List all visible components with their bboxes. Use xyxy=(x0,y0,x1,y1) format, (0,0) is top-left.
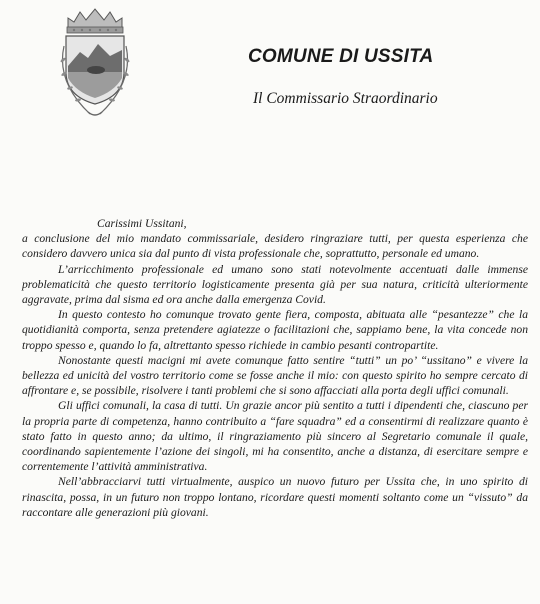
paragraph: Gli uffici comunali, la casa di tutti. Un grazie ancor più sentito a tutti i dipendenti che, ciascuno per la propria parte di competenza, hanno contribuito a “fare squadra” ed a consentirmi di realizzare quanto è stato fatto in questo anno; da ultimo, il ringraziamento più sincero al Segretario comunale il quale, coordinando sapientemente l’azione dei singoli, mi ha consentito, anche a distanza, di esercitare sempre e correntemente l’attività amministrativa. xyxy=(22,399,528,474)
paragraph: Nell’abbracciarvi tutti virtualmente, auspico un nuovo futuro per Ussita che, in uno spirito di rinascita, possa, in un futuro non troppo lontano, ricordare questi momenti soltanto come un “vissuto” da raccontare alle generazioni più giovani. xyxy=(22,475,528,519)
municipal-crest-icon xyxy=(58,6,132,124)
paragraph: Nonostante questi macigni mi avete comunque fatto sentire “tutti” un po’ “ussitano” e vivere la bellezza ed unicità del vostro territorio come se fosse anche il mio: con questo spirito ho sempre cercato di affrontare e, se possibile, risolvere i tanti problemi che si sono affacciati alla porta degli uffici comunali. xyxy=(22,353,528,398)
page-title: COMUNE DI USSITA xyxy=(248,46,434,67)
salutation: Carissimi Ussitani, xyxy=(97,217,187,230)
letter-body xyxy=(22,216,528,520)
paragraph: In questo contesto ho comunque trovato gente fiera, composta, abituata alle “pesantezze” che la quotidianità comporta, senza pretendere agiatezze o facilitazioni che, sappiamo bene, la vita concede non troppo spesso e, quando lo fa, altrettanto spesso richiede in cambio pesanti contropartite. xyxy=(22,308,528,352)
page-subtitle: Il Commissario Straordinario xyxy=(253,90,438,107)
paragraph: a conclusione del mio mandato commissariale, desidero ringraziare tutti, per questa esperienza che considero davvero unica sia dal punto di vista professionale che, soprattutto, personale ed umano. xyxy=(22,232,528,261)
paragraph: L’arricchimento professionale ed umano sono stati notevolmente accentuati dalle immense problematicità che questo territorio logisticamente presenta già per sua natura, criticità ulteriormente aggravate, prima dal sisma ed ora anche dalla emergenza Covid. xyxy=(22,262,528,307)
